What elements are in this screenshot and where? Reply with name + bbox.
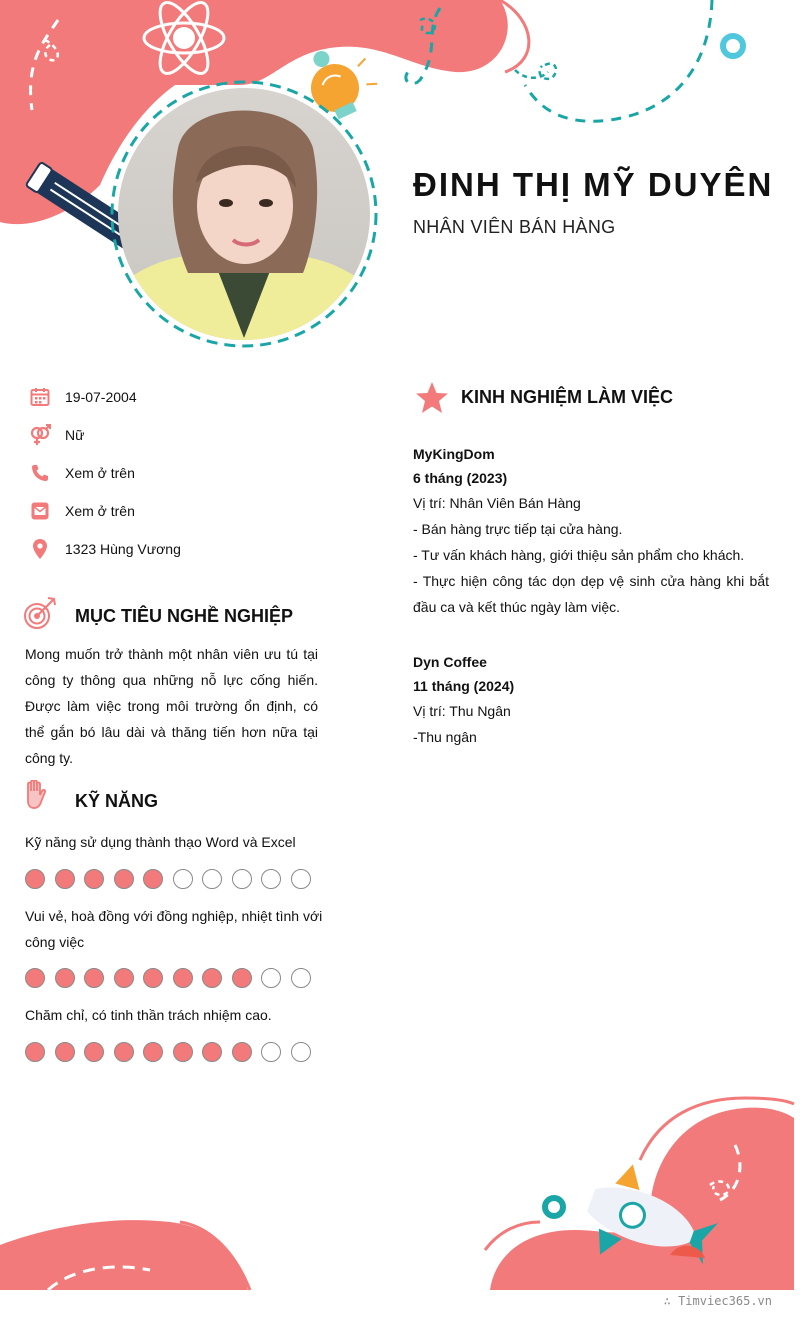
birthdate-value: 19-07-2004 bbox=[65, 389, 137, 405]
gender-icon bbox=[28, 423, 52, 447]
info-email bbox=[28, 499, 135, 523]
company-name: MyKingDom bbox=[413, 446, 495, 462]
profile-photo bbox=[118, 88, 370, 340]
rating-dot-filled bbox=[84, 1042, 104, 1062]
rating-dot-filled bbox=[114, 968, 134, 988]
job-detail: - Tư vấn khách hàng, giới thiệu sản phẩm cho khách. bbox=[413, 547, 745, 563]
email-icon bbox=[28, 499, 52, 523]
skill-name: Vui vẻ, hoà đồng với đồng nghiệp, nhiệt tình với công việc bbox=[25, 908, 323, 950]
rating-dot-empty bbox=[261, 1042, 281, 1062]
phone-icon bbox=[28, 461, 52, 485]
rating-dot-empty bbox=[232, 869, 252, 889]
rating-dot-empty bbox=[261, 869, 281, 889]
rating-dot-empty bbox=[261, 968, 281, 988]
rating-dot-filled bbox=[143, 869, 163, 889]
skill-rating bbox=[25, 1042, 320, 1062]
info-address bbox=[28, 537, 181, 561]
skill-name: Chăm chỉ, có tinh thần trách nhiệm cao. bbox=[25, 1007, 272, 1023]
info-phone bbox=[28, 461, 135, 485]
rating-dot-filled bbox=[202, 1042, 222, 1062]
email-value: Xem ở trên bbox=[65, 503, 135, 519]
skill-rating bbox=[25, 869, 320, 889]
company-name: Dyn Coffee bbox=[413, 654, 487, 670]
rating-dot-empty bbox=[173, 869, 193, 889]
teal-small-ring bbox=[545, 1198, 563, 1216]
rating-dot-empty bbox=[202, 869, 222, 889]
info-birthdate bbox=[28, 385, 137, 409]
experience-item bbox=[413, 442, 769, 620]
rating-dot-empty bbox=[291, 869, 311, 889]
rating-dot-filled bbox=[84, 869, 104, 889]
job-position: Vị trí: Nhân Viên Bán Hàng bbox=[413, 495, 581, 511]
address-value: 1323 Hùng Vương bbox=[65, 541, 181, 557]
candidate-name: ĐINH THỊ MỸ DUYÊN bbox=[413, 166, 774, 203]
skill-rating bbox=[25, 968, 320, 988]
rating-dot-filled bbox=[55, 869, 75, 889]
candidate-role: NHÂN VIÊN BÁN HÀNG bbox=[413, 217, 616, 237]
objective-title: MỤC TIÊU NGHỀ NGHIỆP bbox=[75, 606, 294, 626]
rating-dot-empty bbox=[291, 1042, 311, 1062]
rating-dot-filled bbox=[84, 968, 104, 988]
rating-dot-filled bbox=[173, 1042, 193, 1062]
rating-dot-filled bbox=[25, 968, 45, 988]
rating-dot-filled bbox=[202, 968, 222, 988]
job-detail: - Bán hàng trực tiếp tại cửa hàng. bbox=[413, 521, 623, 537]
rating-dot-empty bbox=[291, 968, 311, 988]
gender-value: Nữ bbox=[65, 427, 85, 443]
job-detail: - Thực hiện công tác dọn dẹp vệ sinh cửa hàng khi bắt đầu ca và kết thúc ngày làm việc. bbox=[413, 573, 769, 615]
rating-dot-filled bbox=[232, 1042, 252, 1062]
calendar-icon bbox=[28, 385, 52, 409]
rating-dot-filled bbox=[114, 1042, 134, 1062]
rating-dot-filled bbox=[55, 1042, 75, 1062]
rating-dot-filled bbox=[143, 968, 163, 988]
experience-title: KINH NGHIỆM LÀM VIỆC bbox=[461, 387, 674, 407]
rating-dot-filled bbox=[232, 968, 252, 988]
rating-dot-filled bbox=[55, 968, 75, 988]
skills-title: KỸ NĂNG bbox=[75, 791, 159, 811]
target-icon bbox=[23, 596, 57, 630]
location-icon bbox=[28, 537, 52, 561]
rating-dot-filled bbox=[173, 968, 193, 988]
rating-dot-filled bbox=[25, 1042, 45, 1062]
rating-dot-filled bbox=[25, 869, 45, 889]
rating-dot-filled bbox=[114, 869, 134, 889]
phone-value: Xem ở trên bbox=[65, 465, 135, 481]
rating-dot-filled bbox=[143, 1042, 163, 1062]
job-position: Vị trí: Thu Ngân bbox=[413, 703, 511, 719]
star-icon bbox=[414, 380, 450, 416]
objective-text: Mong muốn trở thành một nhân viên ưu tú tại công ty thông qua những nỗ lực cống hiến. Được làm việc trong môi trường ổn định, có thể gắn bó lâu dài và thăng tiến hơn nữa tại công ty. bbox=[25, 646, 318, 766]
teal-ring bbox=[723, 36, 743, 56]
hand-icon bbox=[24, 780, 48, 812]
job-duration: 6 tháng (2023) bbox=[413, 470, 508, 486]
experience-item bbox=[413, 650, 769, 750]
job-duration: 11 tháng (2024) bbox=[413, 678, 515, 694]
skill-name: Kỹ năng sử dụng thành thạo Word và Excel bbox=[25, 834, 296, 850]
bottom-left-blob bbox=[0, 1220, 248, 1290]
job-detail: -Thu ngân bbox=[413, 729, 477, 745]
info-gender bbox=[28, 423, 84, 447]
footer-watermark: ∴ Timviec365.vn bbox=[663, 1294, 772, 1308]
